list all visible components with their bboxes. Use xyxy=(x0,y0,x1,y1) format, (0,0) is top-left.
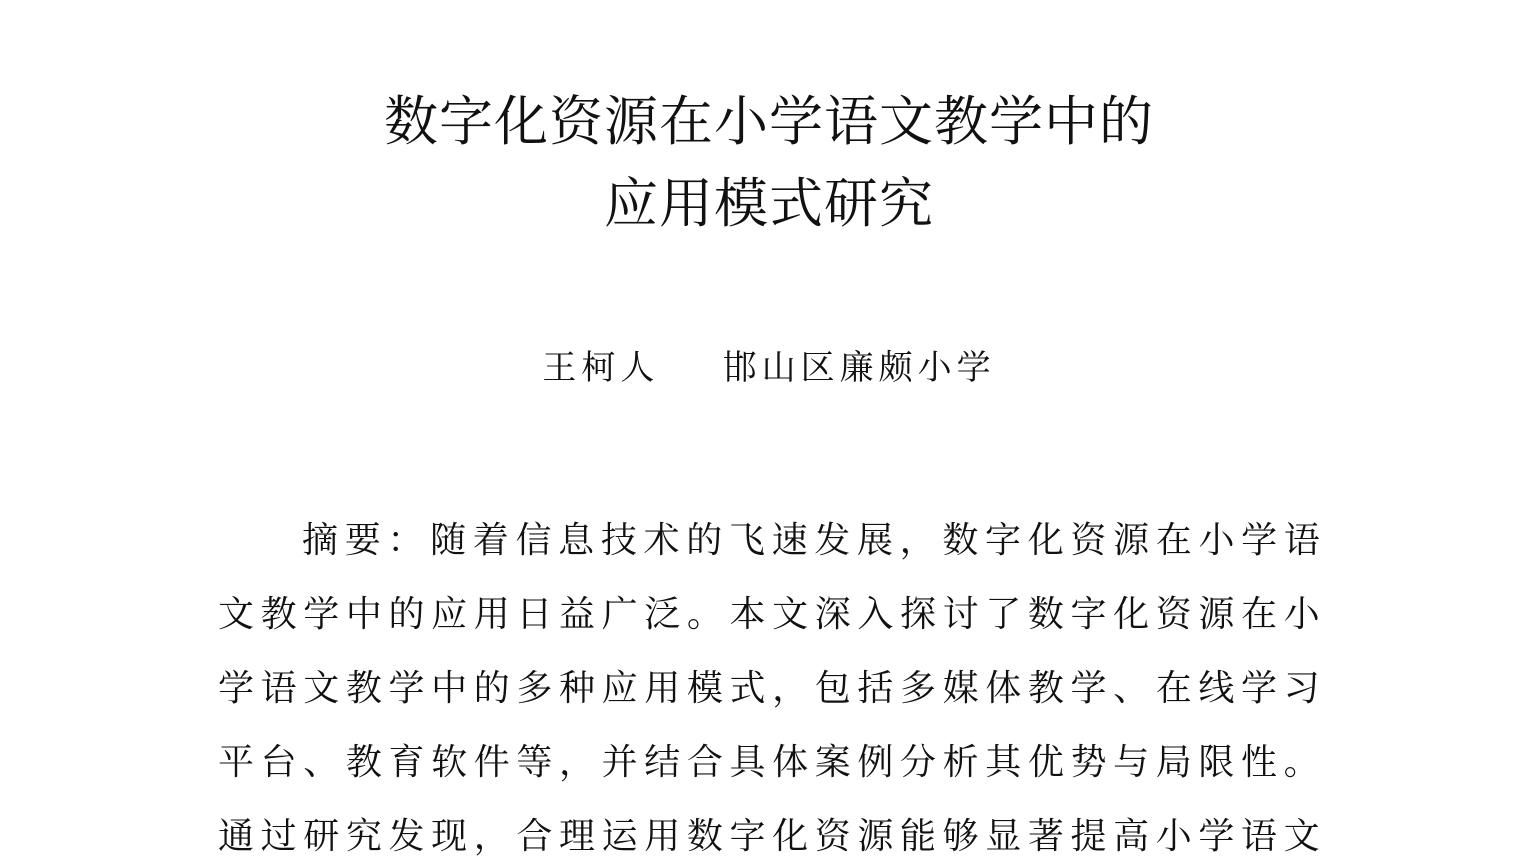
author-affiliation: 王柯人 邯山区廉颇小学 xyxy=(542,348,996,388)
paper-title-line-2: 应用模式研究 xyxy=(604,172,934,235)
abstract-line: 通 过 研 究 发 现 ， 合 理 运 用 数 字 化 资 源 能 够 显 著 提 高 小 学 语 文 xyxy=(218,816,1320,857)
paper-title-line-1: 数字化资源在小学语文教学中的 xyxy=(384,90,1154,153)
abstract-line: 文 教 学 中 的 应 用 日 益 广 泛 。 本 文 深 入 探 讨 了 数 字 化 资 源 在 小 xyxy=(218,594,1320,635)
abstract-body xyxy=(218,504,1320,865)
abstract-line: 学 语 文 教 学 中 的 多 种 应 用 模 式 ， 包 括 多 媒 体 教 学 、 在 线 学 习 xyxy=(218,668,1320,709)
abstract-line: 平 台 、 教 育 软 件 等 ， 并 结 合 具 体 案 例 分 析 其 优 势 与 局 限 性 。 xyxy=(218,742,1320,783)
abstract-line: 摘 要 ： 随 着 信 息 技 术 的 飞 速 发 展 ， 数 字 化 资 源 在 小 学 语 xyxy=(302,520,1320,561)
